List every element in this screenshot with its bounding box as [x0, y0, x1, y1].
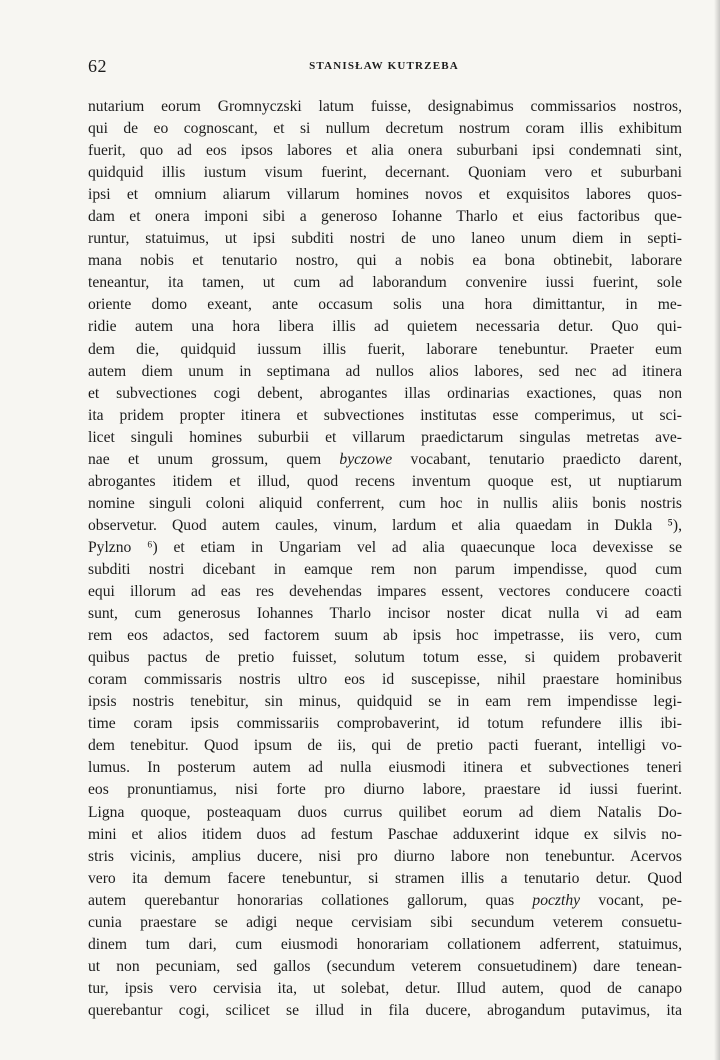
- text-line: ipsis nostris tenebitur, sin minus, quidquid se in eam rem impendisse legi-: [88, 693, 682, 711]
- text-line: dinem tum dari, cum eiusmodi honorariam collationem adferrent, statuimus,: [88, 935, 682, 953]
- text-line: quidquid illis iustum visum fuerint, decernant. Quoniam vero et suburbani: [88, 164, 682, 182]
- text-line: autem diem unum in septimana ad nullos alios labores, sed nec ad itinera: [88, 362, 682, 380]
- text-line: Ligna quoque, posteaquam duos currus quilibet eorum ad diem Natalis Do-: [88, 803, 682, 821]
- text-line: rem eos adactos, sed factorem suum ab ipsis hoc impetrasse, iis vero, cum: [88, 627, 682, 645]
- text-line: observetur. Quod autem caules, vinum, lardum et alia quaedam in Dukla ⁵),: [88, 516, 682, 534]
- text-line: equi illorum ad eas res devehendas impares essent, vectores conducere coacti: [88, 583, 682, 601]
- text-line: nae et unum grossum, quem byczowe vocabant, tenutario praedicto darent,: [88, 450, 682, 468]
- text-line: fuerit, quo ad eos ipsos labores et alia onera suburbani ipsi condemnati sint,: [88, 142, 682, 160]
- text-line: time coram ipsis commissariis comprobaverint, id totum refundere illis ibi-: [88, 715, 682, 733]
- text-line: nutarium eorum Gromnyczski latum fuisse, designabimus commissarios nostros,: [88, 98, 682, 115]
- text-line: abrogantes itidem et illud, quod recens inventum quoque est, ut nuptiarum: [88, 472, 682, 490]
- text-line: cunia praestare se adigi neque cervisiam sibi secundum veterem consuetu-: [88, 913, 682, 931]
- text-line: ita pridem propter itinera et subvectiones institutas esse comperimus, ut sci-: [88, 406, 682, 424]
- text-line: oriente domo exeant, ante occasum solis una hora dimittantur, in me-: [88, 296, 682, 314]
- text-line: mini et alios itidem duos ad festum Paschae adduxerint idque ex silvis no-: [88, 825, 682, 843]
- page-header: [88, 56, 680, 80]
- text-line: Pylzno ⁶) et etiam in Ungariam vel ad alia quaecunque loca devexisse se: [88, 538, 682, 556]
- text-line: nomine singuli coloni aliquid conferrent, cum hoc in nullis aliis bonis nostris: [88, 494, 682, 512]
- text-line: eos pronuntiamus, nisi forte pro diurno labore, praestare id iussi fuerint.: [88, 781, 682, 799]
- running-head: STANISŁAW KUTRZEBA: [309, 60, 459, 72]
- text-line: dam et onera imponi sibi a generoso Iohanne Tharlo et eius factoribus que-: [88, 208, 682, 226]
- text-line: vero ita demum facere tenebuntur, si stramen illis a tenutario detur. Quod: [88, 869, 682, 887]
- text-line: ut non pecuniam, sed gallos (secundum veterem consuetudinem) dare tenean-: [88, 957, 682, 975]
- text-line: coram commissaris nostris ultro eos id suscepisse, nihil praestare hominibus: [88, 671, 682, 689]
- text-line: qui de eo cognoscant, et si nullum decretum nostrum coram illis exhibitum: [88, 120, 682, 138]
- text-line: autem querebantur honorarias collationes gallorum, quas poczthy vocant, pe-: [88, 891, 682, 909]
- text-line: tur, ipsis vero cervisia ita, ut solebat, detur. Illud autem, quod de canapo: [88, 979, 682, 997]
- text-line: et subvectiones cogi debent, abrogantes illas ordinarias exactiones, quas non: [88, 384, 682, 402]
- text-line: querebantur cogi, scilicet se illud in fila ducere, abrogandum putavimus, ita: [88, 1001, 682, 1019]
- text-line: dem die, quidquid iussum illis fuerit, laborare tenebuntur. Praeter eum: [88, 340, 682, 358]
- page-edge-shadow: [714, 0, 720, 1060]
- text-line: subditi nostri dicebant in eamque rem non parum impendisse, quod cum: [88, 560, 682, 578]
- text-line: runtur, statuimus, ut ipsi subditi nostri de uno laneo unum diem in septi-: [88, 230, 682, 248]
- text-line: licet singuli homines suburbii et villarum praedictarum singulas metretas ave-: [88, 428, 682, 446]
- text-line: stris vicinis, amplius ducere, nisi pro diurno labore non tenebuntur. Acervos: [88, 847, 682, 865]
- text-line: sunt, cum generosus Iohannes Tharlo incisor noster dicat nulla vi ad eam: [88, 605, 682, 623]
- page-number: 62: [88, 56, 107, 76]
- text-line: dem tenebitur. Quod ipsum de iis, qui de pretio pacti fuerant, intelligi vo-: [88, 737, 682, 755]
- text-line: mana nobis et tenutario nostro, qui a nobis ea bona obtinebit, laborare: [88, 252, 682, 270]
- text-line: lumus. In posterum autem ad nulla eiusmodi itinera et subvectiones teneri: [88, 759, 682, 777]
- text-line: ipsi et omnium aliarum villarum homines novos et exquisitos labores quos-: [88, 186, 682, 204]
- text-line: ridie autem una hora libera illis ad quietem necessaria detur. Quo qui-: [88, 318, 682, 336]
- body-text: [88, 96, 682, 1022]
- text-line: teneantur, ita tamen, ut cum ad laborandum convenire iussi fuerint, sole: [88, 274, 682, 292]
- text-line: quibus pactus de pretio fuisset, solutum totum esse, si quidem probaverit: [88, 649, 682, 667]
